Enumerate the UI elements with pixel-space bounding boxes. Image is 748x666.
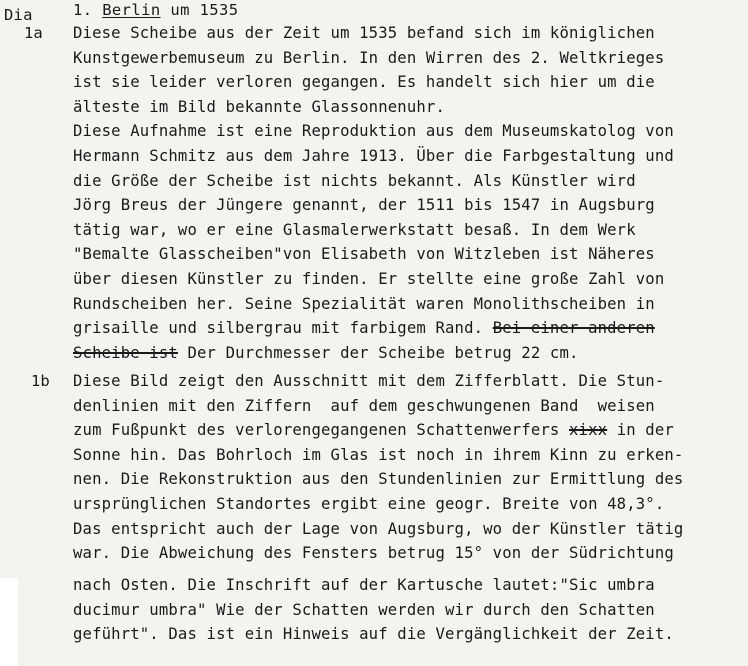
text-line: "Bemalte Glasscheiben"von Elisabeth von Witzleben ist Näheres (73, 245, 655, 264)
dia-label: Dia (4, 6, 33, 24)
text-line: war. Die Abweichung des Fensters betrug 15° von der Südrichtung (73, 544, 674, 563)
section-1b-text-continued (73, 573, 745, 647)
line-fragment: zum Fußpunkt des verlorengegangenen Schattenwerfers (73, 421, 569, 440)
section-label-1a: 1a (24, 24, 43, 42)
text-line: die Größe der Scheibe ist nichts bekannt. Als Künstler wird (73, 171, 636, 190)
text-line: ist sie leider verloren gegangen. Es handelt sich hier um die (73, 73, 655, 92)
text-line: ducimur umbra" Wie der Schatten werden wir durch den Schatten (73, 600, 655, 619)
heading-rest: um 1535 (170, 1, 239, 19)
text-line: tätig war, wo er eine Glasmalerwerkstatt besaß. In dem Werk (73, 220, 636, 239)
text-line: Jörg Breus der Jüngere genannt, der 1511 bis 1547 in Augsburg (73, 196, 655, 215)
text-line (73, 341, 745, 366)
scan-margin (0, 578, 18, 666)
section-label-1b: 1b (31, 372, 50, 390)
line-fragment: grisaille und silbergrau mit farbigem Rand. (73, 319, 493, 338)
heading-number: 1. (73, 1, 93, 19)
text-line: nach Osten. Die Inschrift auf der Kartusche lautet:"Sic umbra (73, 576, 655, 594)
struck-text: xixx (569, 421, 608, 440)
line-fragment: Der Durchmesser der Scheibe betrug 22 cm. (177, 343, 579, 362)
text-line (73, 316, 745, 341)
section-1b-text (73, 369, 745, 566)
text-line: Kunstgewerbemuseum zu Berlin. In den Wirren des 2. Weltkrieges (73, 48, 665, 67)
heading-place: Berlin (102, 1, 161, 19)
line-fragment: in der (607, 421, 674, 440)
text-line: Sonne hin. Das Bohrloch im Glas ist noch in ihrem Kinn zu erken- (73, 445, 684, 464)
struck-text: Scheibe ist (73, 343, 178, 362)
text-line: geführt". Das ist ein Hinweis auf die Vergänglichkeit der Zeit. (73, 625, 674, 644)
text-line: denlinien mit den Ziffern auf dem geschwungenen Band weisen (73, 396, 655, 415)
struck-text: Bei einer anderen (492, 319, 655, 338)
page-heading (73, 1, 238, 19)
text-line: über diesen Künstler zu finden. Er stellte eine große Zahl von (73, 269, 665, 288)
text-line (73, 418, 745, 443)
text-line: Diese Bild zeigt den Ausschnitt mit dem Zifferblatt. Die Stun- (73, 372, 665, 390)
text-line: Diese Aufnahme ist eine Reproduktion aus dem Museumskatolog von (73, 122, 674, 141)
text-line: Diese Scheibe aus der Zeit um 1535 befand sich im königlichen (73, 24, 655, 42)
text-line: Hermann Schmitz aus dem Jahre 1913. Über die Farbgestaltung und (73, 146, 674, 165)
section-1a-text (73, 21, 745, 365)
text-line: Rundscheiben her. Seine Spezialität waren Monolithscheiben in (73, 294, 655, 313)
text-line: ursprünglichen Standortes ergibt eine geogr. Breite von 48,3°. (73, 494, 665, 513)
text-line: Das entspricht auch der Lage von Augsburg, wo der Künstler tätig (73, 519, 684, 538)
text-line: älteste im Bild bekannte Glassonnenuhr. (73, 97, 445, 116)
text-line: nen. Die Rekonstruktion aus den Stundenlinien zur Ermittlung des (73, 470, 684, 489)
